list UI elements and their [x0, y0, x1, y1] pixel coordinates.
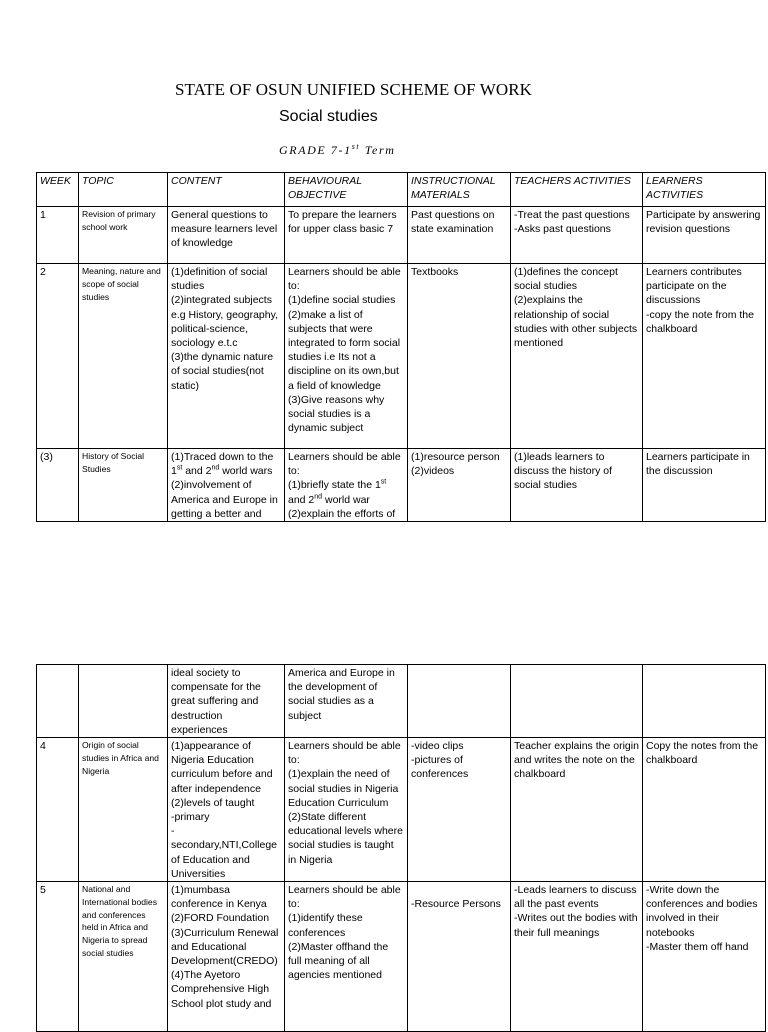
- content-sup: st: [176, 464, 183, 472]
- content-sup: nd: [211, 464, 220, 472]
- cell-teachers: -Treat the past questions -Asks past questions: [511, 207, 643, 264]
- objective-part: world war (2)explain the efforts of: [288, 493, 396, 520]
- table-header-row: [37, 173, 766, 207]
- cell-learners: Participate by answering revision questions: [643, 207, 766, 264]
- grade-prefix: GRADE 7-1: [279, 143, 352, 157]
- cell-objective: America and Europe in the development of social studies as a subject: [285, 665, 408, 738]
- cell-objective: Learners should be able to: (1)define social studies (2)make a list of subjects that were integrated to form social studies i.e Its not a discipline on its own,but a field of knowledge (3)Give reasons why social studies is a dynamic subject: [285, 264, 408, 449]
- objective-part: Learners should be able to: (1)briefly state the 1: [288, 451, 401, 492]
- header-materials: INSTRUCTIONAL MATERIALS: [408, 173, 511, 207]
- table-row: [37, 264, 766, 449]
- header-content: CONTENT: [168, 173, 285, 207]
- content-part: and 2: [182, 465, 212, 478]
- cell-teachers: -Leads learners to discuss all the past events -Writes out the bodies with their full meanings: [511, 882, 643, 1032]
- scheme-table-page2: [36, 664, 766, 1032]
- cell-topic: National and International bodies and conferences held in Africa and Nigeria to spread social studies: [79, 882, 168, 1032]
- cell-content: [168, 449, 285, 522]
- cell-week: (3): [37, 449, 79, 522]
- cell-week: 5: [37, 882, 79, 1032]
- grade-sup: st: [351, 142, 361, 151]
- grade-suffix: Term: [360, 143, 396, 157]
- table-row: [37, 449, 766, 522]
- cell-content: ideal society to compensate for the great suffering and destruction experiences: [168, 665, 285, 738]
- cell-week: 1: [37, 207, 79, 264]
- objective-sup: st: [380, 478, 387, 486]
- cell-materials: -video clips -pictures of conferences: [408, 738, 511, 882]
- grade-term: [279, 143, 396, 158]
- cell-topic: [79, 665, 168, 738]
- cell-objective: [285, 449, 408, 522]
- cell-learners: [643, 665, 766, 738]
- cell-materials: -Resource Persons: [408, 882, 511, 1032]
- cell-learners: Learners participate in the discussion: [643, 449, 766, 522]
- header-week: WEEK: [37, 173, 79, 207]
- cell-teachers: [511, 665, 643, 738]
- cell-materials: [408, 665, 511, 738]
- document-subtitle: Social studies: [279, 108, 378, 125]
- content-part: world wars (2)involvement of America and Europe in getting a better and: [171, 465, 278, 520]
- header-objective: BEHAVIOURAL OBJECTIVE: [285, 173, 408, 207]
- cell-topic: Meaning, nature and scope of social studies: [79, 264, 168, 449]
- cell-week: [37, 665, 79, 738]
- content-part: (1)Traced down to the 1: [171, 451, 277, 478]
- cell-content: (1)appearance of Nigeria Education curriculum before and after independence (2)levels of taught -primary - secondary,NTI,College of Education and Universities: [168, 738, 285, 882]
- header-learners: LEARNERS ACTIVITIES: [643, 173, 766, 207]
- cell-teachers: (1)leads learners to discuss the history of social studies: [511, 449, 643, 522]
- header-teachers: TEACHERS ACTIVITIES: [511, 173, 643, 207]
- cell-materials: Past questions on state examination: [408, 207, 511, 264]
- cell-topic: Origin of social studies in Africa and Nigeria: [79, 738, 168, 882]
- cell-week: 4: [37, 738, 79, 882]
- table-row: [37, 882, 766, 1032]
- scheme-table-page1: [36, 172, 766, 522]
- cell-learners: Copy the notes from the chalkboard: [643, 738, 766, 882]
- cell-week: 2: [37, 264, 79, 449]
- cell-materials: (1)resource person (2)videos: [408, 449, 511, 522]
- objective-part: and 2: [288, 493, 315, 506]
- cell-content: General questions to measure learners level of knowledge: [168, 207, 285, 264]
- document-title: STATE OF OSUN UNIFIED SCHEME OF WORK: [175, 80, 533, 99]
- cell-objective: Learners should be able to: (1)explain the need of social studies in Nigeria Education Curriculum (2)State different educational levels where social studies is taught in Nigeria: [285, 738, 408, 882]
- cell-objective: To prepare the learners for upper class basic 7: [285, 207, 408, 264]
- cell-objective: Learners should be able to: (1)identify these conferences (2)Master offhand the full meaning of all agencies mentioned: [285, 882, 408, 1032]
- cell-teachers: Teacher explains the origin and writes the note on the chalkboard: [511, 738, 643, 882]
- cell-learners: Learners contributes participate on the discussions -copy the note from the chalkboard: [643, 264, 766, 449]
- cell-topic: Revision of primary school work: [79, 207, 168, 264]
- table-row: [37, 207, 766, 264]
- cell-learners: -Write down the conferences and bodies involved in their notebooks -Master them off hand: [643, 882, 766, 1032]
- cell-content: (1)definition of social studies (2)integrated subjects e.g History, geography, political-science, sociology e.t.c (3)the dynamic nature of social studies(not static): [168, 264, 285, 449]
- objective-sup: nd: [314, 493, 323, 501]
- table-row: [37, 738, 766, 882]
- cell-teachers: (1)defines the concept social studies (2)explains the relationship of social studies with other subjects mentioned: [511, 264, 643, 449]
- cell-topic: History of Social Studies: [79, 449, 168, 522]
- header-topic: TOPIC: [79, 173, 168, 207]
- table-row: [37, 665, 766, 738]
- cell-content: (1)mumbasa conference in Kenya (2)FORD Foundation (3)Curriculum Renewal and Educational Development(CREDO) (4)The Ayetoro Comprehensive High School plot study and: [168, 882, 285, 1032]
- cell-materials: Textbooks: [408, 264, 511, 449]
